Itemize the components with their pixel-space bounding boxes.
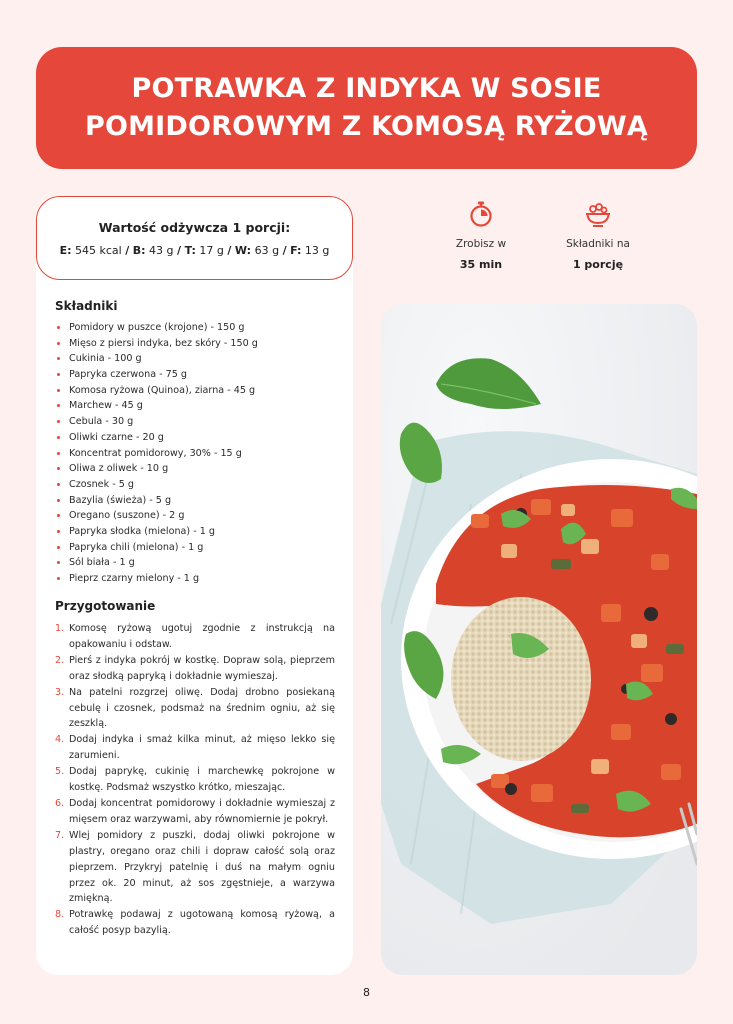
bowl-icon	[584, 200, 612, 228]
ingredient-item: Sól biała - 1 g	[55, 555, 345, 571]
step-item: 8. Potrawkę podawaj z ugotowaną komosą ryżową, a całość posyp bazylią.	[55, 909, 335, 937]
servings-value: 1 porcję	[572, 258, 624, 271]
ingredient-item: Papryka słodka (mielona) - 1 g	[55, 524, 345, 540]
step-text: Pierś z indyka pokrój w kostkę. Dopraw solą, pieprzem oraz słodką papryką i dokładnie wymieszaj.	[69, 654, 335, 682]
page-title-line-2: POMIDOROWYM Z KOMOSĄ RYŻOWĄ	[84, 111, 649, 142]
nutrition-key: T:	[184, 244, 196, 257]
ingredient-item: Komosa ryżowa (Quinoa), ziarna - 45 g	[55, 383, 345, 399]
nutrition-key: W:	[234, 244, 252, 257]
ingredient-item: Oliwki czarne - 20 g	[55, 430, 345, 446]
step-text: Dodaj paprykę, cukinię i marchewkę pokrojone w kostkę. Podsmaż wszystko krótko, mieszając.	[69, 766, 335, 794]
nutrition-value: 43 g	[149, 244, 174, 257]
ingredient-item: Mięso z piersi indyka, bez skóry - 150 g	[55, 336, 345, 352]
ingredient-item: Koncentrat pomidorowy, 30% - 15 g	[55, 446, 345, 462]
nutrition-values: E: 545 kcal / B: 43 g / T: 17 g / W: 63 g / F: 13 g	[59, 244, 330, 257]
nutrition-key: F:	[290, 244, 302, 257]
step-item: 6. Dodaj koncentrat pomidorowy i dokładnie wymieszaj z mięsem oraz warzywami, aby równomiernie je pokrył.	[55, 797, 335, 825]
nutrition-value: 13 g	[304, 244, 330, 257]
ingredient-item: Oliwa z oliwek - 10 g	[55, 461, 345, 477]
dish-photo	[381, 304, 697, 975]
step-text: Wlej pomidory z puszki, dodaj oliwki pokrojone w plastry, oregano oraz chili i dopraw całość solą oraz pieprzem. Przykryj patelnię i duś na małym ogniu przez ok. 20 minut, aż sos zgęstnieje, a warzywa zmiękną.	[69, 829, 335, 905]
ingredients-list	[55, 320, 345, 587]
ingredient-item: Cebula - 30 g	[55, 414, 345, 430]
ingredient-item: Oregano (suszone) - 2 g	[55, 508, 345, 524]
nutrition-value: 17 g	[199, 244, 224, 257]
ingredient-item: Cukinia - 100 g	[55, 351, 345, 367]
prep-time	[426, 200, 536, 271]
ingredient-item: Papryka chili (mielona) - 1 g	[55, 540, 345, 556]
page-title-line-1: POTRAWKA Z INDYKA W SOSIE	[131, 73, 602, 104]
ingredient-item: Pomidory w puszce (krojone) - 150 g	[55, 320, 345, 336]
stopwatch-icon	[467, 200, 495, 228]
ingredients-heading: Składniki	[55, 299, 118, 313]
nutrition-value: 545 kcal	[75, 244, 122, 257]
ingredient-item: Czosnek - 5 g	[55, 477, 345, 493]
nutrition-title: Wartość odżywcza 1 porcji:	[98, 220, 291, 235]
preparation-steps	[55, 621, 335, 939]
step-text: Komosę ryżową ugotuj zgodnie z instrukcją na opakowaniu i odstaw.	[69, 623, 335, 650]
step-text: Na patelni rozgrzej oliwę. Dodaj drobno posiekaną cebulę i czosnek, podsmaż na średnim ogniu, aż się zeszklą.	[69, 686, 335, 730]
nutrition-key: E:	[59, 244, 72, 257]
ingredient-item: Pieprz czarny mielony - 1 g	[55, 571, 345, 587]
step-item: 5. Dodaj paprykę, cukinię i marchewkę pokrojone w kostkę. Podsmaż wszystko krótko, mieszając.	[55, 766, 335, 794]
step-text: Dodaj indyka i smaż kilka minut, aż mięso lekko się zarumieni.	[69, 734, 335, 762]
servings	[543, 200, 653, 271]
nutrition-value: 63 g	[254, 244, 280, 257]
step-text: Dodaj koncentrat pomidorowy i dokładnie wymieszaj z mięsem oraz warzywami, aby równomiernie je pokrył.	[69, 797, 335, 825]
step-item: 1. Komosę ryżową ugotuj zgodnie z instrukcją na opakowaniu i odstaw.	[55, 623, 335, 650]
nutrition-key: B:	[132, 244, 146, 257]
prep-time-value: 35 min	[459, 258, 503, 271]
ingredient-item: Bazylia (świeża) - 5 g	[55, 493, 345, 509]
title-banner	[36, 47, 697, 169]
nutrition-box	[36, 196, 353, 280]
step-text: Potrawkę podawaj z ugotowaną komosą ryżową, a całość posyp bazylią.	[69, 909, 335, 937]
servings-label: Składniki na	[566, 238, 630, 250]
step-item: 7. Wlej pomidory z puszki, dodaj oliwki pokrojone w plastry, oregano oraz chili i dopraw całość solą oraz pieprzem. Przykryj patelnię i duś na małym ogniu przez ok. 20 minut, aż sos zgęstnieje, a warzywa zmiękną.	[55, 829, 335, 905]
prep-time-label: Zrobisz w	[455, 238, 507, 250]
step-item: 2. Pierś z indyka pokrój w kostkę. Dopraw solą, pieprzem oraz słodką papryką i dokładnie wymieszaj.	[55, 654, 335, 682]
step-item: 4. Dodaj indyka i smaż kilka minut, aż mięso lekko się zarumieni.	[55, 734, 335, 762]
ingredient-item: Papryka czerwona - 75 g	[55, 367, 345, 383]
ingredient-item: Marchew - 45 g	[55, 398, 345, 414]
page-number: 8	[363, 986, 370, 999]
step-item: 3. Na patelni rozgrzej oliwę. Dodaj drobno posiekaną cebulę i czosnek, podsmaż na średnim ogniu, aż się zeszklą.	[55, 686, 335, 730]
preparation-heading: Przygotowanie	[55, 599, 156, 613]
